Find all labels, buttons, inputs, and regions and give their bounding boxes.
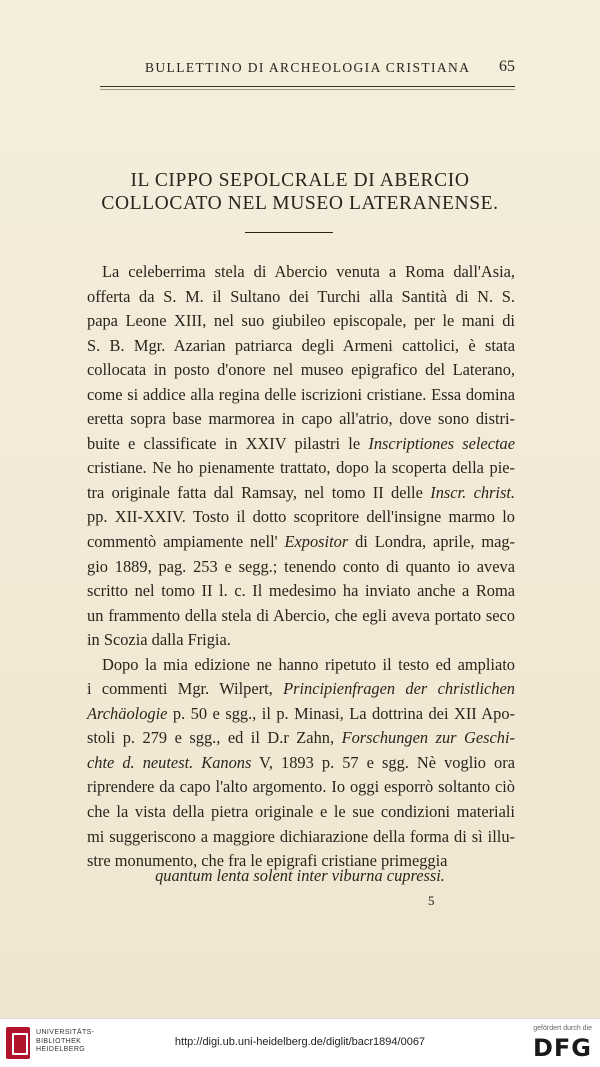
text-segment: eretta sopra base marmorea in capo all'atrio, dove sono distri- (87, 409, 515, 429)
text-line (87, 334, 515, 359)
text-segment: buite e classificate in XXIV pilastri le (87, 433, 369, 453)
text-segment: Dopo la mia edizione ne hanno ripetuto il testo ed ampliato (102, 654, 515, 674)
text-line (87, 775, 515, 800)
italic-text: chte d. neutest. Kanons (87, 752, 252, 772)
quoted-verse: quantum lenta solent inter viburna cupressi. (155, 866, 445, 885)
text-segment: un frammento della stela di Abercio, che egli aveva portato seco (87, 605, 515, 625)
text-line (87, 260, 515, 285)
text-line (87, 555, 515, 580)
text-segment: che la vista della pietra originale e le sue condizioni materiali (87, 802, 515, 822)
text-segment: pp. XII-XXIV. Tosto il dotto scopritore dell'insigne marmo lo (87, 507, 515, 527)
text-line (87, 407, 515, 432)
text-line (87, 677, 515, 702)
text-line (87, 456, 515, 481)
text-segment: mi suggeriscono a maggiore dichiarazione della forma di sì illu- (87, 826, 515, 846)
text-line (87, 800, 515, 825)
text-segment: commentò ampiamente nell' (87, 532, 285, 552)
article-title-line-2: COLLOCATO NEL MUSEO LATERANENSE. (101, 193, 499, 214)
text-line (87, 530, 515, 555)
text-line (87, 432, 515, 457)
funder-label: gefördert durch die (533, 1025, 592, 1032)
header-rule-thin (100, 89, 515, 90)
text-line (87, 285, 515, 310)
text-segment: come si addice alla regina delle iscrizioni cristiane. Essa domina (87, 384, 515, 404)
text-line (87, 751, 515, 776)
text-segment: S. B. Mgr. Azarian patriarca degli Armeni cattolici, è stata (87, 335, 515, 355)
text-line (87, 383, 515, 408)
text-line (87, 579, 515, 604)
header-rule (100, 86, 515, 87)
text-segment: papa Leone XIII, nel suo giubileo episcopale, per le mani di (87, 311, 515, 331)
italic-text: Inscr. christ. (430, 482, 516, 502)
text-segment: offerta da S. M. il Sultano dei Turchi alla Santità di N. S. (87, 286, 515, 306)
permalink-url[interactable]: http://digi.ub.uni-heidelberg.de/diglit/bacr1894/0067 (174, 1036, 426, 1048)
text-segment: gio 1889, pag. 253 e segg.; tenendo conto di quanto io aveva (87, 556, 515, 576)
text-line (87, 309, 515, 334)
text-segment: i commenti Mgr. Wilpert, (87, 679, 284, 699)
text-line (87, 505, 515, 530)
viewer-footer (0, 1018, 600, 1067)
signature-mark: 5 (428, 893, 435, 908)
text-segment: p. 50 e sgg., il p. Minasi, La dottrina dei XII Apo- (167, 703, 515, 723)
text-segment: stre monumento, che fra le epigrafi cristiane primeggia (87, 851, 448, 871)
text-line (87, 628, 515, 653)
text-line (87, 358, 515, 383)
text-segment: cristiane. Ne ho pienamente trattato, dopo la scoperta della pie- (87, 458, 515, 478)
text-segment: stoli p. 279 e sgg., ed il D.r Zahn, (87, 728, 342, 748)
text-segment: di Londra, aprile, mag- (348, 532, 516, 552)
running-title: BULLETTINO DI ARCHEOLOGIA CRISTIANA (145, 60, 471, 75)
dfg-logo[interactable]: DFG (532, 1034, 592, 1062)
article-body (87, 260, 515, 874)
text-segment: V, 1893 p. 57 e sgg. Nè voglio ora (251, 752, 515, 772)
text-line (87, 702, 515, 727)
italic-text: Inscriptiones selectae (368, 433, 516, 453)
text-line (87, 653, 515, 678)
text-segment: tra originale fatta dal Ramsay, nel tomo II delle (87, 482, 431, 502)
text-segment: collocata in posto d'onore nel museo epigrafico del Laterano, (87, 360, 515, 380)
text-segment: La celeberrima stela di Abercio venuta a Roma dall'Asia, (102, 262, 515, 281)
text-segment: scritto nel tomo II l. c. Il medesimo ha inviato anche a Roma (87, 581, 515, 601)
italic-text: Forschungen zur Geschi- (341, 728, 515, 748)
italic-text: Principienfragen der christlichen (283, 679, 515, 699)
text-line (87, 726, 515, 751)
text-line (87, 604, 515, 629)
text-segment: riprendere da capo l'alto argomento. Io oggi esporrò soltanto ciò (87, 777, 515, 797)
library-logo-text: UNIVERSITÄTS- BIBLIOTHEK HEIDELBERG (36, 1029, 95, 1053)
title-divider (245, 232, 333, 233)
page-number: 65 (499, 58, 515, 75)
article-title-line-1: IL CIPPO SEPOLCRALE DI ABERCIO (130, 170, 470, 191)
italic-text: Expositor (284, 532, 349, 552)
text-line (87, 481, 515, 506)
italic-text: Archäologie (87, 703, 168, 723)
text-line (87, 825, 515, 850)
text-segment: in Scozia dalla Frigia. (87, 630, 231, 650)
